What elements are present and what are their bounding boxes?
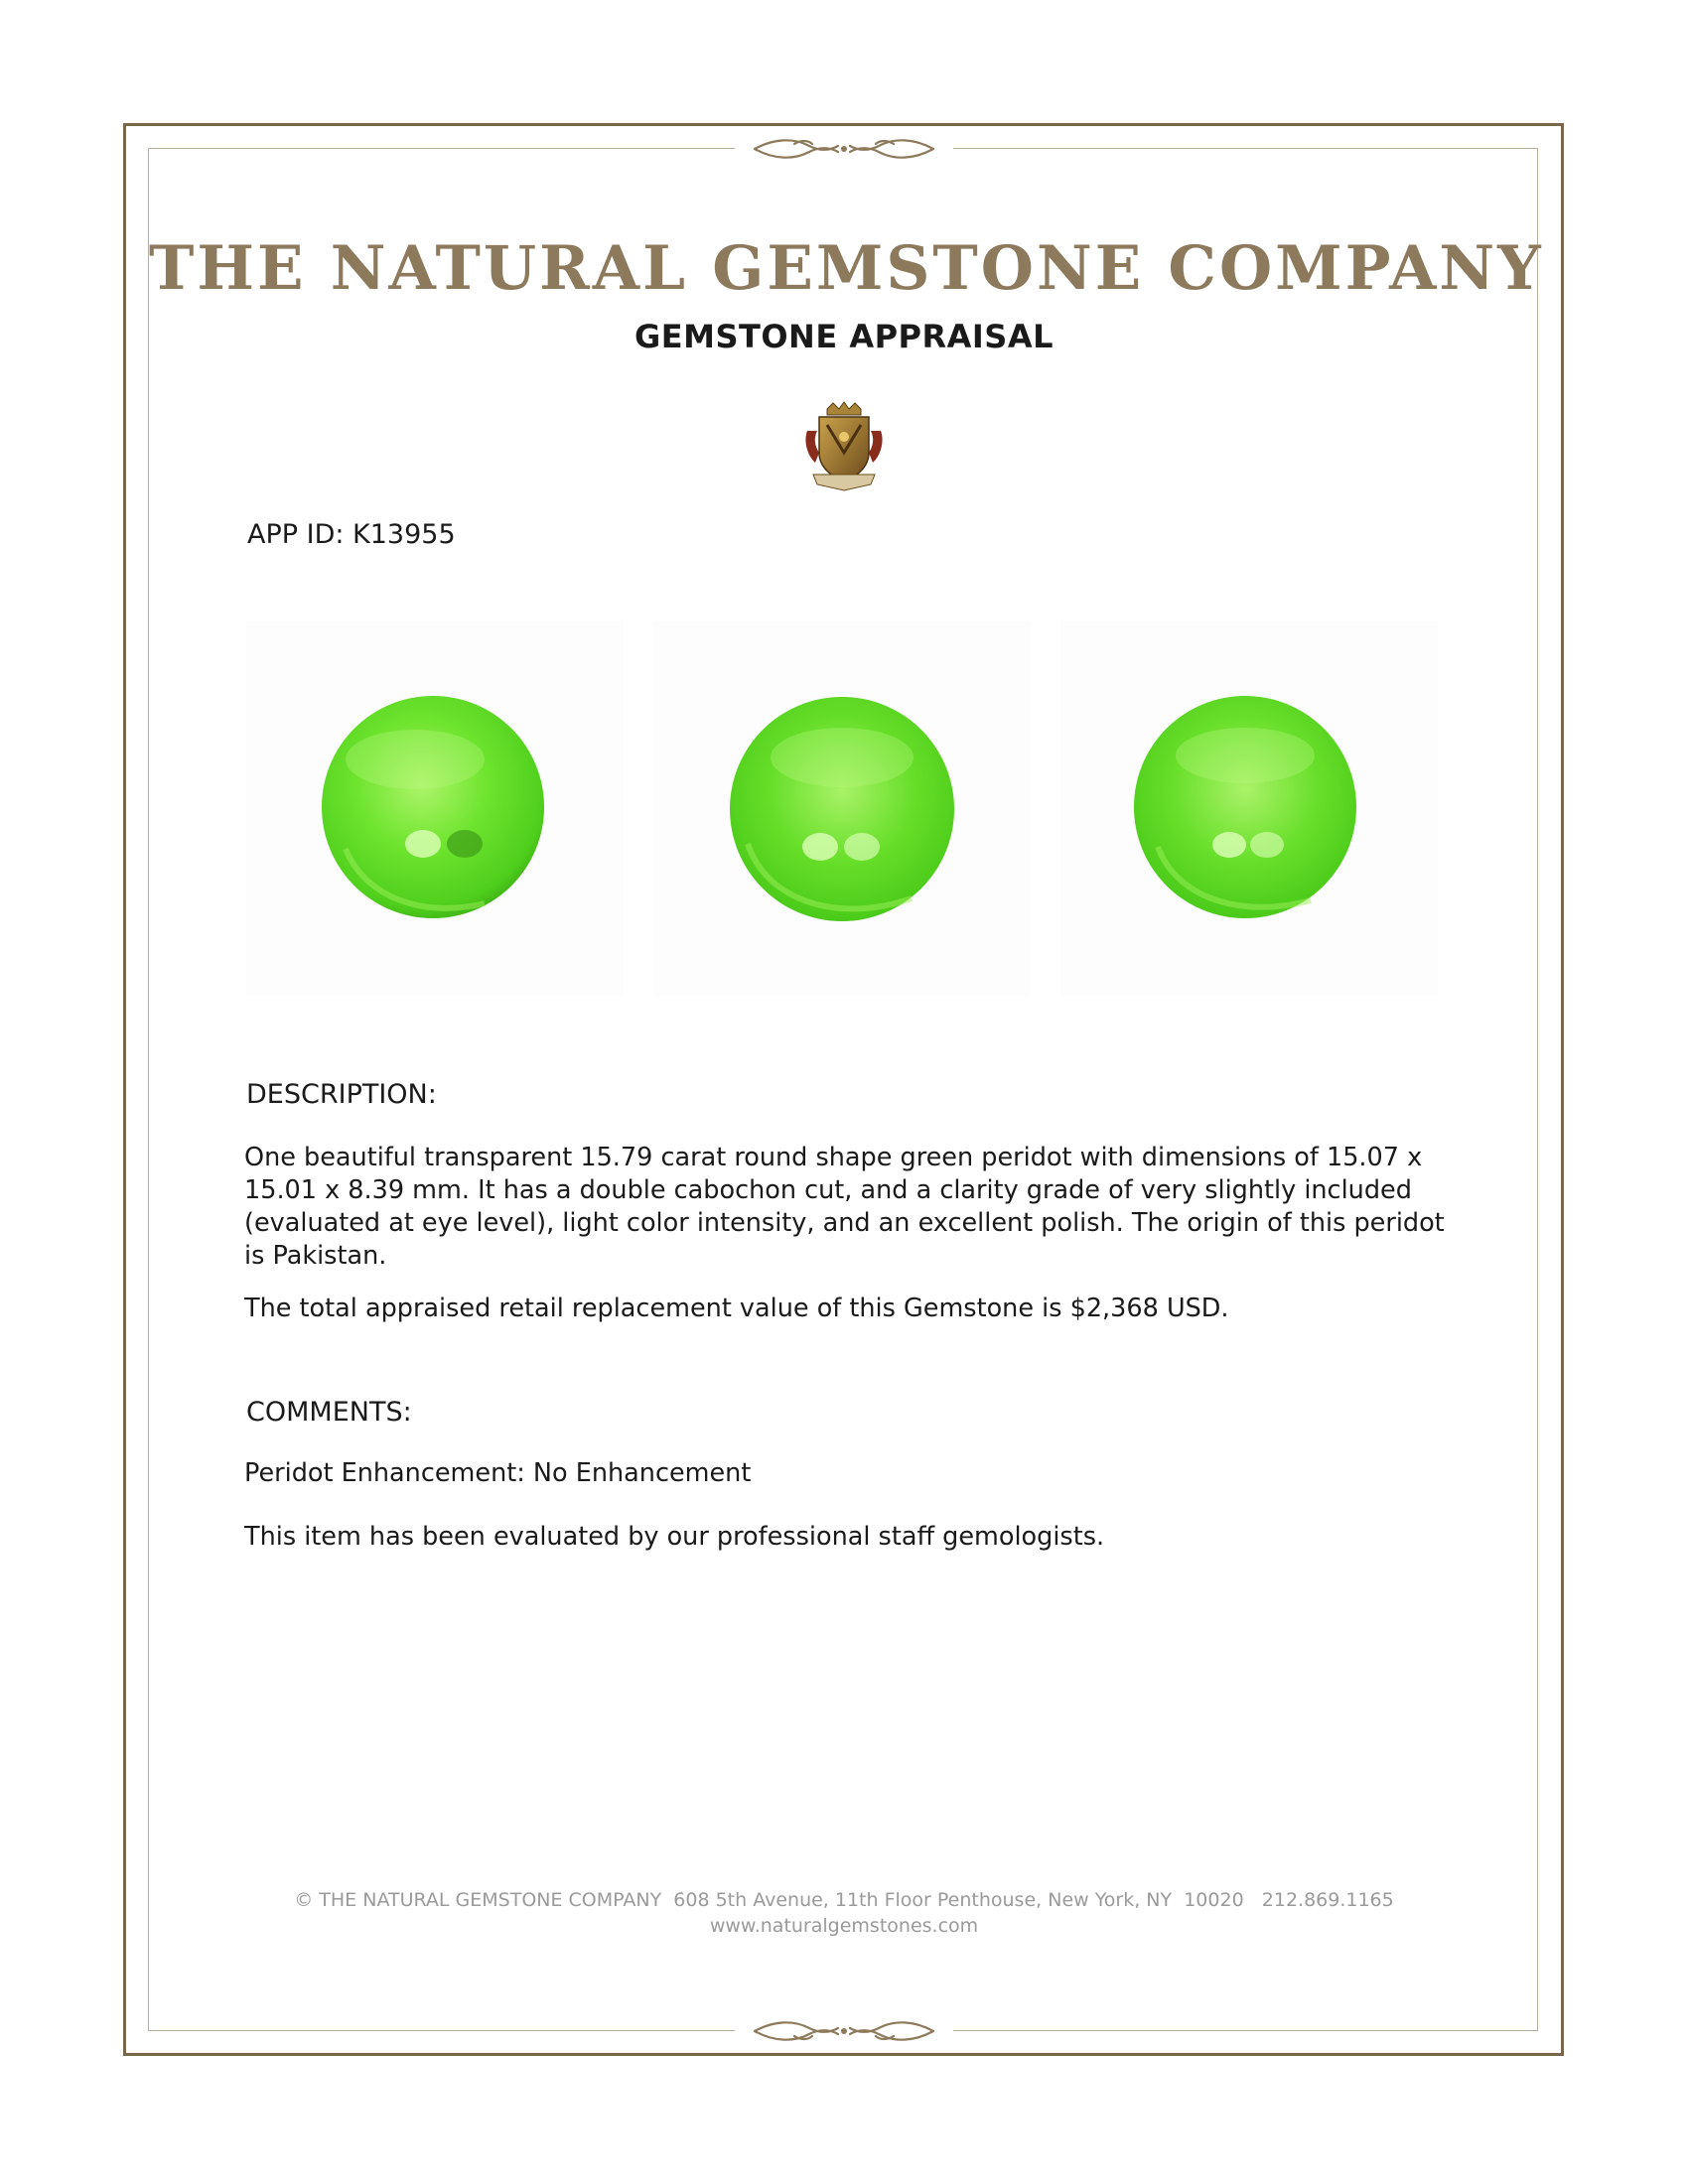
footer-website-link[interactable]: www.naturalgemstones.com: [709, 1915, 979, 1937]
footer-address: © THE NATURAL GEMSTONE COMPANY 608 5th Avenue, 11th Floor Penthouse, New York, NY 10020 212.869.1165: [294, 1889, 1394, 1911]
peridot-cabochon-icon: [653, 620, 1031, 996]
evaluation-note: This item has been evaluated by our professional staff gemologists.: [244, 1522, 1105, 1552]
peridot-cabochon-icon: [246, 620, 624, 996]
description-body: One beautiful transparent 15.79 carat round shape green peridot with dimensions of 15.07 x 15.01 x 8.39 mm. It has a double cabochon cut, and a clarity grade of very slightly included (evaluated at eye level), light color intensity, and an excellent polish. The origin of this peridot is Pakistan.: [244, 1143, 1445, 1271]
appraised-value-statement: The total appraised retail replacement value of this Gemstone is $2,368 USD.: [244, 1294, 1229, 1323]
gemstone-photo-2: [653, 620, 1031, 996]
gemstone-photo-3: [1060, 620, 1438, 996]
peridot-cabochon-icon: [1060, 620, 1438, 996]
bottom-flourish-ornament-icon: [735, 2016, 953, 2046]
document-title: GEMSTONE APPRAISAL: [633, 318, 1054, 355]
appraisal-id: APP ID: K13955: [247, 519, 456, 550]
description-heading: DESCRIPTION:: [246, 1079, 437, 1110]
comments-heading: COMMENTS:: [246, 1397, 412, 1428]
top-flourish-ornament-icon: [735, 134, 953, 164]
enhancement-comment: Peridot Enhancement: No Enhancement: [244, 1458, 752, 1488]
company-crest-logo-icon: [799, 401, 889, 492]
company-name-title: THE NATURAL GEMSTONE COMPANY: [149, 233, 1544, 304]
gemstone-photo-1: [246, 620, 624, 996]
